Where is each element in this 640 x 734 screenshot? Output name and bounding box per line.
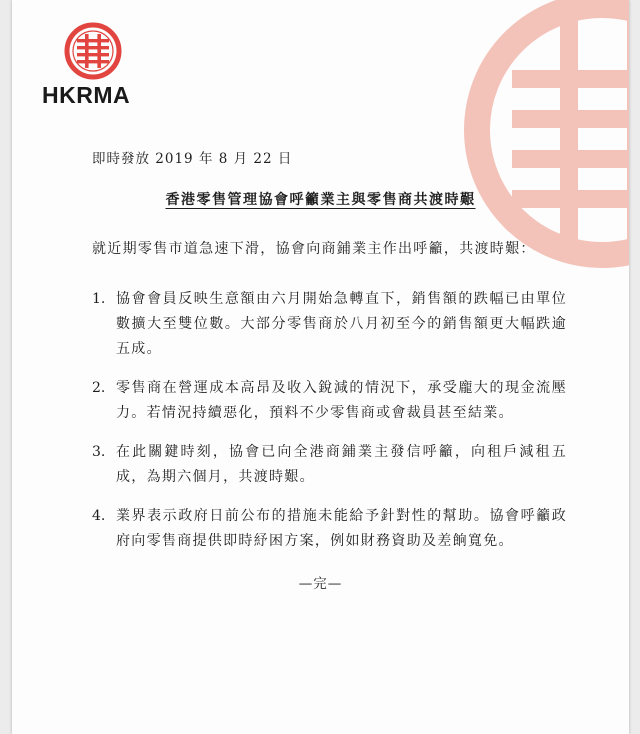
- list-item-number: 1.: [92, 291, 106, 307]
- points-list: [92, 287, 567, 568]
- document-page: [12, 0, 629, 734]
- list-item-text: 業界表示政府日前公布的措施未能給予針對性的幫助。協會呼籲政府向零售商提供即時紓困方案，例如財務資助及差餉寬免。: [116, 508, 567, 549]
- hkrma-logo: [42, 22, 152, 112]
- document-title: 香港零售管理協會呼籲業主與零售商共渡時艱: [165, 192, 476, 208]
- release-date-line: 即時發放 2019 年 8 月 22 日: [92, 151, 293, 167]
- list-item: [92, 504, 567, 554]
- list-item-text: 協會會員反映生意額由六月開始急轉直下，銷售額的跌幅已由單位數擴大至雙位數。大部分零售商於八月初至今的銷售額更大幅跌逾五成。: [116, 291, 567, 357]
- hkrma-emblem-icon: [64, 22, 122, 80]
- end-mark: —完—: [298, 576, 343, 592]
- list-item-number: 2.: [92, 380, 106, 396]
- list-item: [92, 376, 567, 426]
- intro-paragraph: 就近期零售市道急速下滑，協會向商鋪業主作出呼籲，共渡時艱：: [92, 241, 536, 257]
- list-item: [92, 440, 567, 490]
- list-item-text: 零售商在營運成本高昂及收入銳減的情況下，承受龐大的現金流壓力。若情況持續惡化，預料不少零售商或會裁員甚至結業。: [116, 380, 567, 421]
- list-item-text: 在此關鍵時刻，協會已向全港商鋪業主發信呼籲，向租戶減租五成，為期六個月，共渡時艱。: [116, 444, 567, 485]
- list-item: [92, 287, 567, 362]
- list-item-number: 3.: [92, 444, 106, 460]
- list-item-number: 4.: [92, 508, 106, 524]
- logo-wordmark: HKRMA: [42, 82, 131, 108]
